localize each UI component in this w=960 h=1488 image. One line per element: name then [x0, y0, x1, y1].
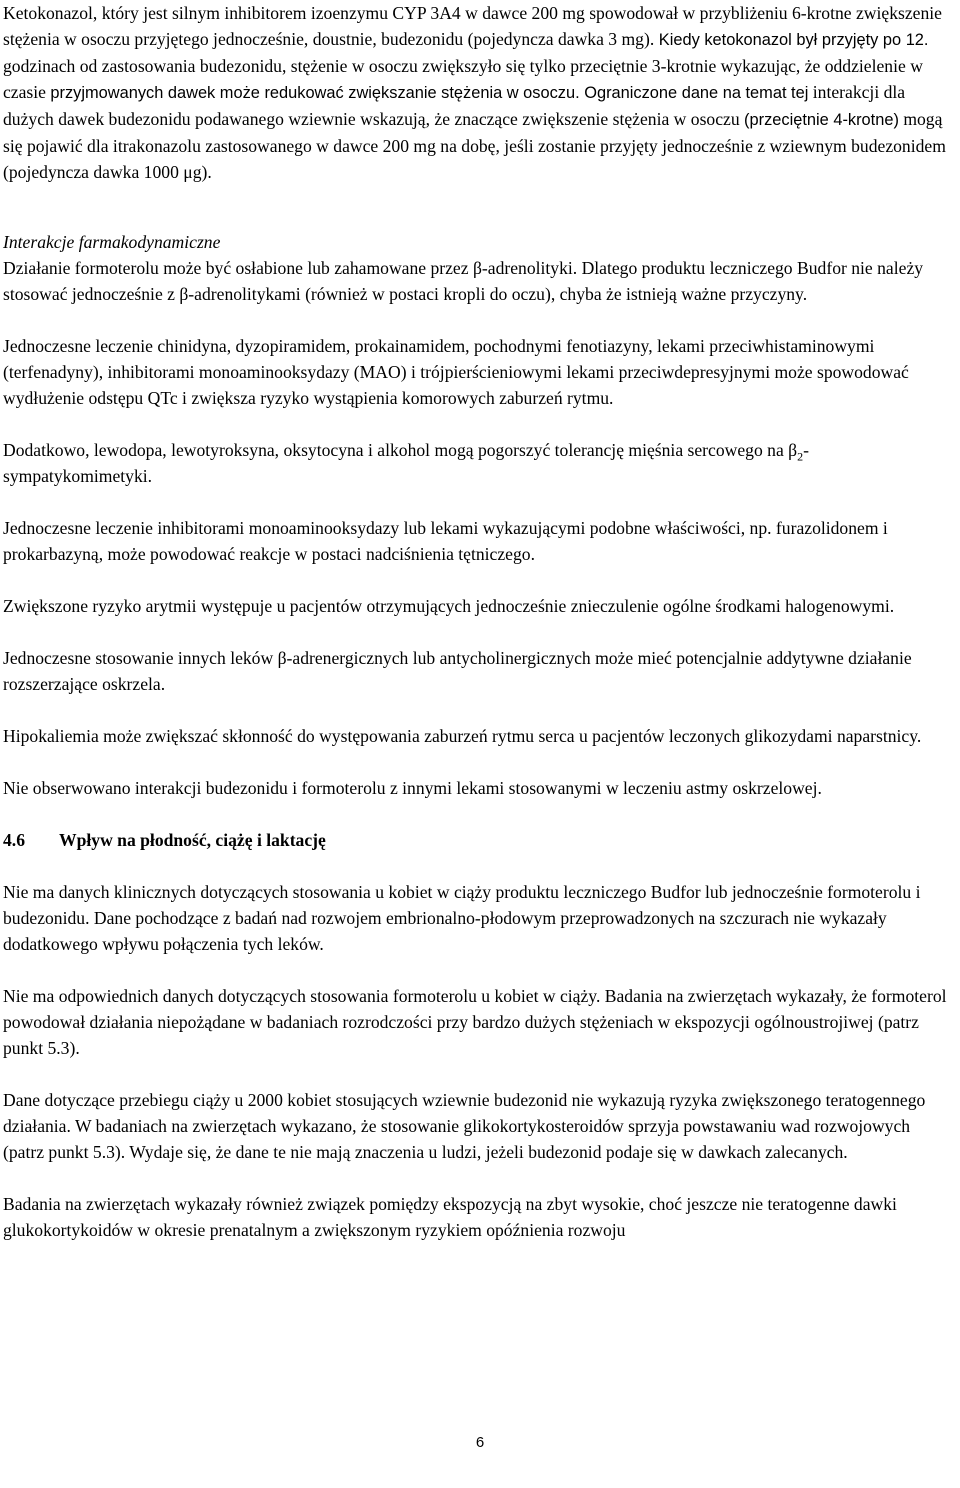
text-run: przyjmowanych dawek może redukować zwiększanie stężenia w osoczu. Ograniczone dane na temat tej	[50, 84, 809, 102]
text-run: Kiedy ketokonazol był przyjęty po 12.	[654, 31, 929, 49]
paragraph-no-interactions: Nie obserwowano interakcji budezonidu i formoterolu z innymi lekami stosowanymi w leczeniu astmy oskrzelowej.	[3, 778, 822, 798]
text-run: Ketokonazol, który jest silnym inhibitorem izoenzymu CYP 3A4 w dawce 200 mg spowodował w przybliżeniu 6-krotne zwiększenie stężenia w osoczu przyjętego jednocześnie, doustnie, budezonidu (pojedyncza dawka 3 mg).	[3, 3, 942, 49]
text-run: mogą się pojawić dla itrakonazolu zastosowanego w dawce 200 mg na dobę, jeśli zostanie przyjęty jednocześnie z wziewnym budezonidem (pojedyncza dawka 1000 μg).	[3, 109, 946, 182]
paragraph-hypokalemia: Hipokaliemia może zwiększać skłonność do występowania zaburzeń rytmu serca u pacjentów leczonych glikozydami naparstnicy.	[3, 726, 922, 746]
text-run: interakcji dla dużych dawek budezonidu podawanego wziewnie wskazują, że znaczące zwiększenie stężenia w osoczu	[3, 82, 906, 129]
paragraph-mao: Jednoczesne leczenie inhibitorami monoaminooksydazy lub lekami wykazującymi podobne właściwości, np. furazolidonem i prokarbazyną, może powodować reakcje w postaci nadciśnienia tętniczego.	[3, 518, 888, 564]
paragraph-beta-adrenergic: Jednoczesne stosowanie innych leków β-adrenergicznych lub antycholinergicznych może mieć potencjalnie addytywne działanie rozszerzające oskrzela.	[3, 648, 912, 694]
paragraph-qtc: Jednoczesne leczenie chinidyna, dyzopiramidem, prokainamidem, pochodnymi fenotiazyny, lekami przeciwhistaminowymi (terfenadyny), inhibitorami monoaminooksydazy (MAO) i trójpierścieniowymi lekami przeciwdepresyjnymi może spowodować wydłużenie odstępu QTc i zwiększa ryzyko wystąpienia komorowych zaburzeń rytmu.	[3, 336, 909, 408]
section-heading	[3, 827, 955, 853]
subheading-pharmacodynamic: Interakcje farmakodynamiczne	[3, 232, 221, 252]
paragraph-ketoconazole	[3, 0, 955, 185]
document-page	[3, 0, 955, 1243]
subscript: 2	[797, 449, 804, 464]
text-run: -sympatykomimetyki.	[3, 440, 809, 486]
paragraph-arrhythmia: Zwiększone ryzyko arytmii występuje u pacjentów otrzymujących jednocześnie znieczulenie ogólne środkami halogenowymi.	[3, 596, 895, 616]
paragraph-formoterol-pregnancy: Nie ma odpowiednich danych dotyczących stosowania formoterolu u kobiet w ciąży. Badania na zwierzętach wykazały, że formoterol powodował działania niepożądane w badaniach rozrodczości przy bardzo dużych stężeniach w ekspozycji ogólnoustrojiwej (patrz punkt 5.3).	[3, 986, 947, 1058]
section-title: Wpływ na płodność, ciążę i laktację	[59, 830, 326, 850]
section-number: 4.6	[3, 830, 25, 850]
paragraph-beta-blockers: Działanie formoterolu może być osłabione lub zahamowane przez β-adrenolityki. Dlatego produktu leczniczego Budfor nie należy stosować jednocześnie z β-adrenolitykami (również w postaci kropli do oczu), chyba że istnieją ważne przyczyny.	[3, 258, 924, 304]
text-run: godzinach od zastosowania budezonidu, stężenie w osoczu zwiększyło się tylko przeciętnie 3-krotnie wykazując, że oddzielenie w czasie	[3, 56, 923, 102]
paragraph-budesonide-pregnancy: Dane dotyczące przebiegu ciąży u 2000 kobiet stosujących wziewnie budezonid nie wykazują ryzyka zwiększonego teratogennego działania. W badaniach na zwierzętach wykazano, że stosowanie glikokortykosteroidów sprzyja powstawaniu wad rozwojowych (patrz punkt 5.3). Wydaje się, że dane te nie mają znaczenia u ludzi, jeżeli budezonid podaje się w dawkach zalecanych.	[3, 1090, 926, 1162]
text-run: (przeciętnie 4-krotne)	[744, 111, 899, 129]
paragraph-levodopa	[3, 437, 955, 489]
page-number: 6	[475, 1434, 485, 1451]
text-run: Dodatkowo, lewodopa, lewotyroksyna, oksytocyna i alkohol mogą pogorszyć tolerancję mięśnia sercowego na β	[3, 440, 798, 460]
paragraph-animal-studies: Badania na zwierzętach wykazały również związek pomiędzy ekspozycją na zbyt wysokie, choć jeszcze nie teratogenne dawki glukokortykoidów w okresie prenatalnym a zwiększonym ryzykiem opóźnienia rozwoju	[3, 1194, 897, 1240]
paragraph-clinical-data: Nie ma danych klinicznych dotyczących stosowania u kobiet w ciąży produktu leczniczego Budfor lub jednocześnie formoterolu i budezonidu. Dane pochodzące z badań nad rozwojem embrionalno-płodowym przeprowadzonych na szczurach nie wykazały dodatkowego wpływu połączenia tych leków.	[3, 882, 921, 954]
